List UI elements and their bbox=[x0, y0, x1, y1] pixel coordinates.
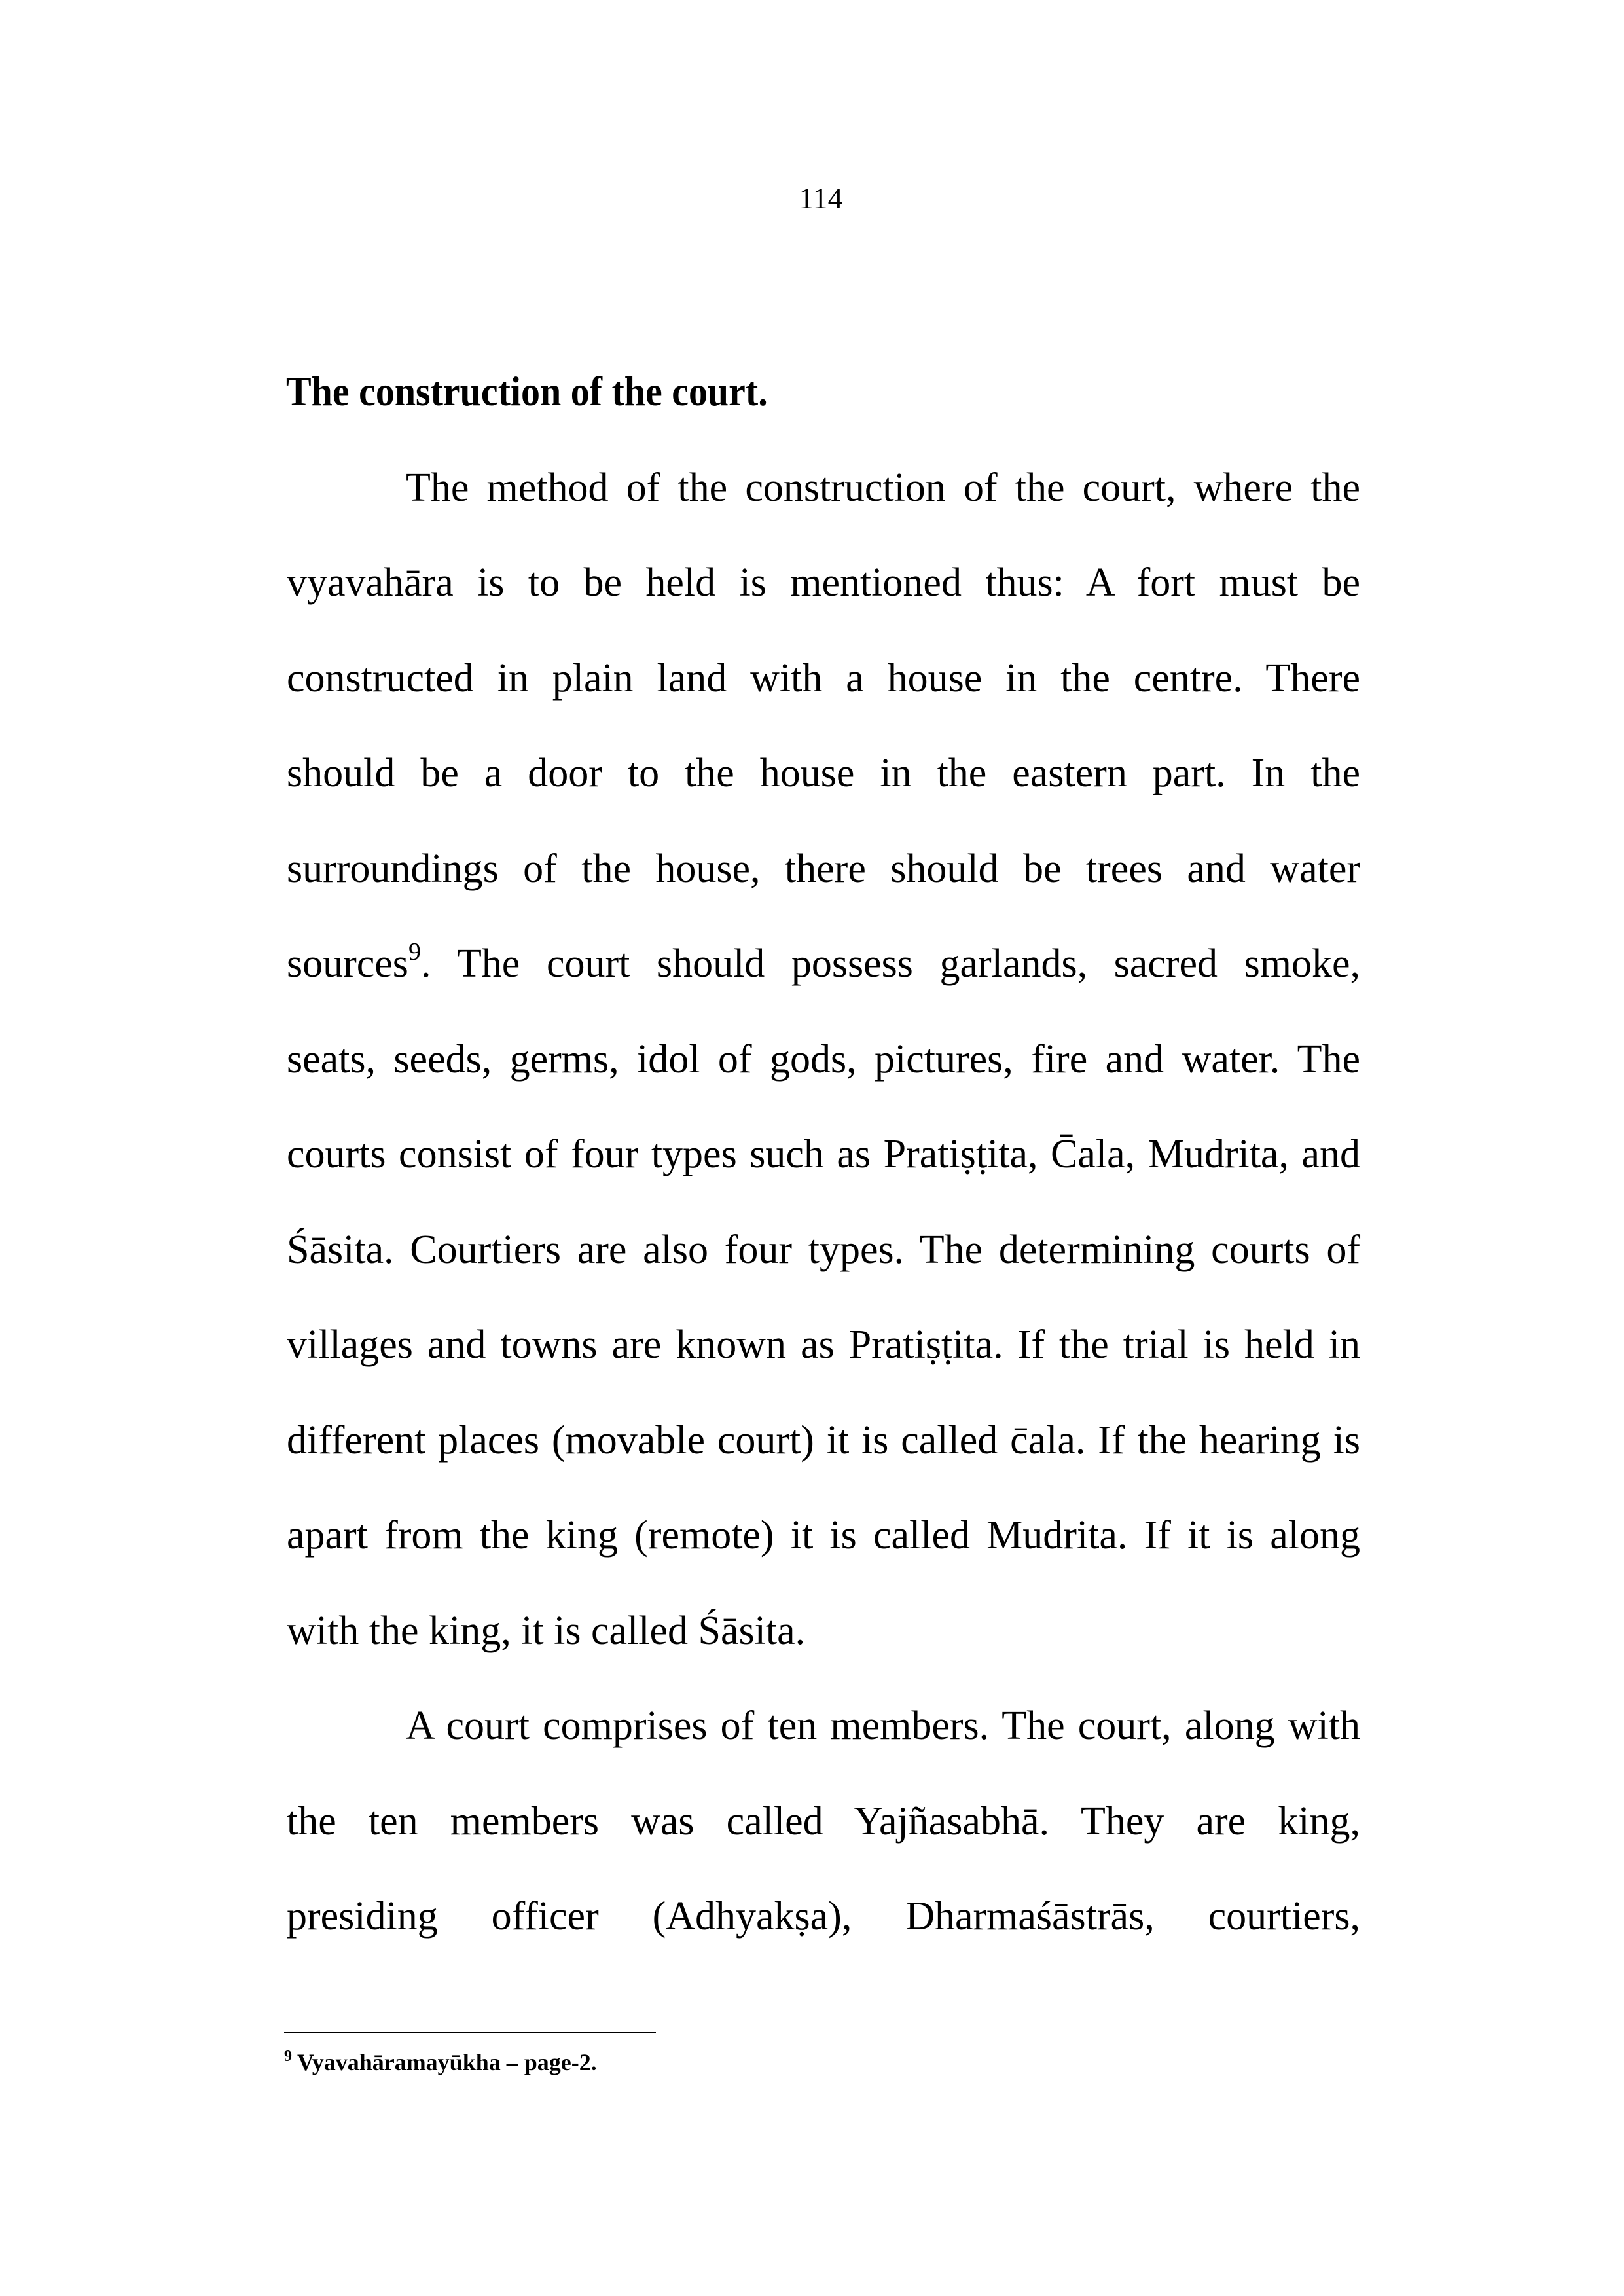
text-line: the ten members was called Yajñasabhā. They are king, bbox=[287, 1799, 1360, 1844]
text-line: should be a door to the house in the eastern part. In the bbox=[287, 751, 1360, 795]
footnote bbox=[284, 2048, 597, 2077]
text-line: apart from the king (remote) it is called Mudrita. If it is along bbox=[287, 1513, 1360, 1558]
text-line: with the king, it is called Śāsita. bbox=[287, 1609, 806, 1653]
text-fragment: . The court should possess garlands, sacred smoke, bbox=[420, 941, 1360, 986]
footnote-text: Vyavahāramayūkha – page-2. bbox=[297, 2049, 597, 2075]
text-line: presiding officer (Adhyakṣa), Dharmaśāstrās, courtiers, bbox=[287, 1894, 1360, 1939]
text-line: courts consist of four types such as Pratiṣṭita, C̄ala, Mudrita, and bbox=[287, 1132, 1360, 1176]
text-line: different places (movable court) it is called c̄ala. If the hearing is bbox=[287, 1418, 1360, 1463]
footnote-mark: 9 bbox=[284, 2048, 292, 2065]
text-fragment: sources bbox=[287, 941, 408, 986]
text-line: The method of the construction of the court, where the bbox=[406, 465, 1360, 510]
text-line: seats, seeds, germs, idol of gods, pictures, fire and water. The bbox=[287, 1037, 1360, 1082]
text-line: surroundings of the house, there should be trees and water bbox=[287, 847, 1360, 891]
text-line: villages and towns are known as Pratiṣṭita. If the trial is held in bbox=[287, 1322, 1360, 1367]
footnote-separator bbox=[284, 2032, 656, 2033]
page-number: 114 bbox=[799, 181, 843, 215]
text-line bbox=[287, 940, 1360, 987]
text-line: Śāsita. Courtiers are also four types. The determining courts of bbox=[287, 1228, 1360, 1272]
section-heading: The construction of the court. bbox=[286, 369, 768, 414]
text-line: vyavahāra is to be held is mentioned thus: A fort must be bbox=[287, 560, 1360, 605]
text-line: constructed in plain land with a house in the centre. There bbox=[287, 656, 1360, 701]
text-line: A court comprises of ten members. The court, along with bbox=[406, 1704, 1360, 1748]
footnote-reference[interactable]: 9 bbox=[408, 938, 421, 966]
